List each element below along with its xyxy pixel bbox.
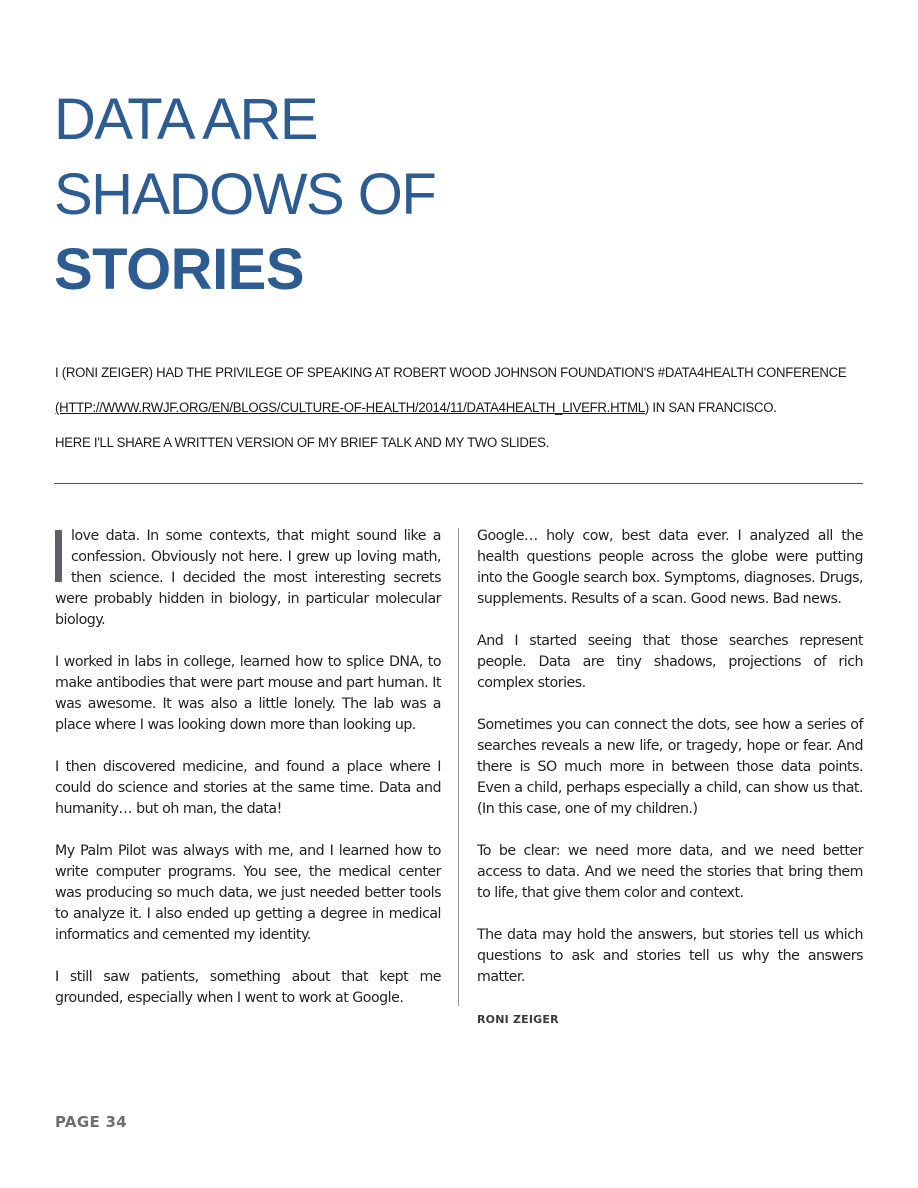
left-column: [55, 526, 441, 1030]
section-divider-rule: [54, 483, 863, 484]
title-line-1: DATA ARE: [54, 87, 318, 152]
right-paragraph-1: Google… holy cow, best data ever. I analyzed all the health questions people across the globe were putting into the Google search box. Symptoms, diagnoses. Drugs, supplements. Results of a scan. Good news. Bad news.: [477, 528, 863, 607]
conference-link[interactable]: (HTTP://WWW.RWJF.ORG/EN/BLOGS/CULTURE-OF-HEALTH/2014/11/DATA4HEALTH_LIVEFR.HTML: [55, 400, 645, 416]
page-number: PAGE 34: [55, 1113, 127, 1131]
author-byline: RONI ZEIGER: [477, 1013, 559, 1026]
left-paragraph-4: My Palm Pilot was always with me, and I learned how to write computer programs. You see, the medical center was producing so much data, we just needed better tools to analyze it. I also ended up getting a degree in medical informatics and cemented my identity.: [55, 843, 441, 943]
column-divider: [458, 528, 459, 1006]
right-paragraph-3: Sometimes you can connect the dots, see how a series of searches reveals a new life, or tragedy, hope or fear. And there is SO much more in between those data points. Even a child, perhaps especially a child, can show us that. (In this case, one of my children.): [477, 717, 863, 817]
article-title: [54, 82, 435, 307]
left-paragraph-1: love data. In some contexts, that might sound like a confession. Obviously not here. I grew up loving math, then science. I decided the most interesting secrets were probably hidden in biology, in particular molecular biology.: [55, 528, 441, 628]
left-paragraph-3: I then discovered medicine, and found a place where I could do science and stories at the same time. Data and humanity… but oh man, the data!: [55, 759, 441, 817]
left-paragraph-2: I worked in labs in college, learned how to splice DNA, to make antibodies that were part mouse and part human. It was awesome. It was also a little lonely. The lab was a place where I was looking down more than looking up.: [55, 654, 441, 733]
intro-line-3: HERE I'LL SHARE A WRITTEN VERSION OF MY BRIEF TALK AND MY TWO SLIDES.: [55, 435, 550, 451]
right-paragraph-5: The data may hold the answers, but stories tell us which questions to ask and stories tell us why the answers matter.: [477, 927, 863, 985]
left-paragraph-5: I still saw patients, something about that kept me grounded, especially when I went to work at Google.: [55, 969, 441, 1006]
right-paragraph-4: To be clear: we need more data, and we need better access to data. And we need the stories that bring them to life, that give them color and context.: [477, 843, 863, 901]
intro-paragraph: [55, 356, 847, 461]
intro-location: ) IN SAN FRANCISCO.: [644, 400, 777, 416]
dropcap-bar: [55, 530, 62, 582]
intro-line-2: [55, 391, 813, 426]
title-line-2: SHADOWS OF: [54, 162, 436, 227]
intro-line-1: I (RONI ZEIGER) HAD THE PRIVILEGE OF SPEAKING AT ROBERT WOOD JOHNSON FOUNDATION'S #DATA4HEALTH CONFERENCE: [55, 365, 847, 381]
right-paragraph-2: And I started seeing that those searches represent people. Data are tiny shadows, projections of rich complex stories.: [477, 633, 863, 691]
right-column: [477, 526, 863, 1030]
title-line-3: STORIES: [54, 237, 305, 302]
